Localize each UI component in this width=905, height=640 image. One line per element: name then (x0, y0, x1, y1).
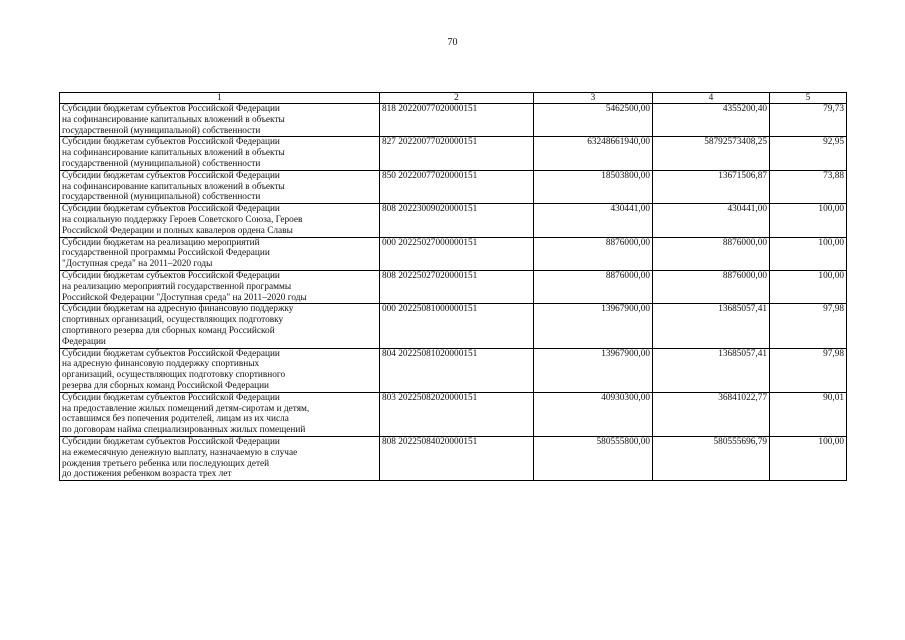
budget-code: 000 20225081000000151 (380, 304, 534, 348)
actual-amount: 13685057,41 (653, 348, 770, 392)
row-description: Субсидии бюджетам субъектов Российской Федерации на ежемесячную денежную выплату, назначаемую в случае рождения третьего ребенка или последующих детей до достижения ребенком возраста трех лет (60, 436, 380, 480)
execution-percent: 79,73 (770, 104, 847, 137)
execution-percent: 100,00 (770, 237, 847, 270)
actual-amount: 4355200,40 (653, 104, 770, 137)
table-row (60, 436, 847, 480)
row-description: Субсидии бюджетам на адресную финансовую поддержку спортивных организаций, осуществляющих подготовку спортивного резерва для сборных команд Российской Федерации (60, 304, 380, 348)
planned-amount: 580555800,00 (534, 436, 653, 480)
column-header-5: 5 (770, 93, 847, 104)
planned-amount: 430441,00 (534, 204, 653, 237)
budget-code: 000 20225027000000151 (380, 237, 534, 270)
planned-amount: 8876000,00 (534, 270, 653, 303)
row-description: Субсидии бюджетам субъектов Российской Федерации на софинансирование капитальных вложений в объекты государственной (муниципальной) собственности (60, 104, 380, 137)
budget-code: 818 20220077020000151 (380, 104, 534, 137)
actual-amount: 8876000,00 (653, 237, 770, 270)
planned-amount: 63248661940,00 (534, 137, 653, 170)
execution-percent: 97,98 (770, 348, 847, 392)
execution-percent: 97,98 (770, 304, 847, 348)
actual-amount: 580555696,79 (653, 436, 770, 480)
column-header-1: 1 (60, 93, 380, 104)
table-row (60, 270, 847, 303)
page-number: 70 (447, 37, 458, 48)
header-row (60, 93, 847, 104)
table-row (60, 392, 847, 436)
execution-percent: 92,95 (770, 137, 847, 170)
planned-amount: 13967900,00 (534, 348, 653, 392)
budget-table (59, 92, 847, 481)
budget-code: 850 20220077020000151 (380, 170, 534, 203)
actual-amount: 8876000,00 (653, 270, 770, 303)
column-header-2: 2 (380, 93, 534, 104)
execution-percent: 100,00 (770, 204, 847, 237)
actual-amount: 58792573408,25 (653, 137, 770, 170)
table-row (60, 237, 847, 270)
actual-amount: 36841022,77 (653, 392, 770, 436)
row-description: Субсидии бюджетам субъектов Российской Федерации на реализацию мероприятий государственной программы Российской Федерации "Доступная среда" на 2011–2020 годы (60, 270, 380, 303)
actual-amount: 13685057,41 (653, 304, 770, 348)
table-row (60, 170, 847, 203)
budget-code: 827 20220077020000151 (380, 137, 534, 170)
table-row (60, 304, 847, 348)
planned-amount: 40930300,00 (534, 392, 653, 436)
actual-amount: 13671506,87 (653, 170, 770, 203)
budget-code: 808 20225027020000151 (380, 270, 534, 303)
row-description: Субсидии бюджетам субъектов Российской Федерации на софинансирование капитальных вложений в объекты государственной (муниципальной) собственности (60, 137, 380, 170)
row-description: Субсидии бюджетам субъектов Российской Федерации на предоставление жилых помещений детям-сиротам и детям, оставшимся без попечения родителей, лицам из их числа по договорам найма специализированных жилых помещений (60, 392, 380, 436)
budget-code: 803 20225082020000151 (380, 392, 534, 436)
execution-percent: 100,00 (770, 270, 847, 303)
row-description: Субсидии бюджетам субъектов Российской Федерации на софинансирование капитальных вложений в объекты государственной (муниципальной) собственности (60, 170, 380, 203)
planned-amount: 8876000,00 (534, 237, 653, 270)
row-description: Субсидии бюджетам на реализацию мероприятий государственной программы Российской Федерации "Доступная среда" на 2011–2020 годы (60, 237, 380, 270)
row-description: Субсидии бюджетам субъектов Российской Федерации на адресную финансовую поддержку спортивных организаций, осуществляющих подготовку спортивного резерва для сборных команд Российской Федерации (60, 348, 380, 392)
row-description: Субсидии бюджетам субъектов Российской Федерации на социальную поддержку Героев Советского Союза, Героев Российской Федерации и полных кавалеров ордена Славы (60, 204, 380, 237)
table-row (60, 204, 847, 237)
planned-amount: 18503800,00 (534, 170, 653, 203)
execution-percent: 100,00 (770, 436, 847, 480)
planned-amount: 5462500,00 (534, 104, 653, 137)
table-row (60, 348, 847, 392)
column-header-4: 4 (653, 93, 770, 104)
table-row (60, 137, 847, 170)
budget-code: 808 20223009020000151 (380, 204, 534, 237)
budget-code: 804 20225081020000151 (380, 348, 534, 392)
actual-amount: 430441,00 (653, 204, 770, 237)
planned-amount: 13967900,00 (534, 304, 653, 348)
budget-code: 808 20225084020000151 (380, 436, 534, 480)
execution-percent: 73,88 (770, 170, 847, 203)
column-header-3: 3 (534, 93, 653, 104)
table-row (60, 104, 847, 137)
execution-percent: 90,01 (770, 392, 847, 436)
